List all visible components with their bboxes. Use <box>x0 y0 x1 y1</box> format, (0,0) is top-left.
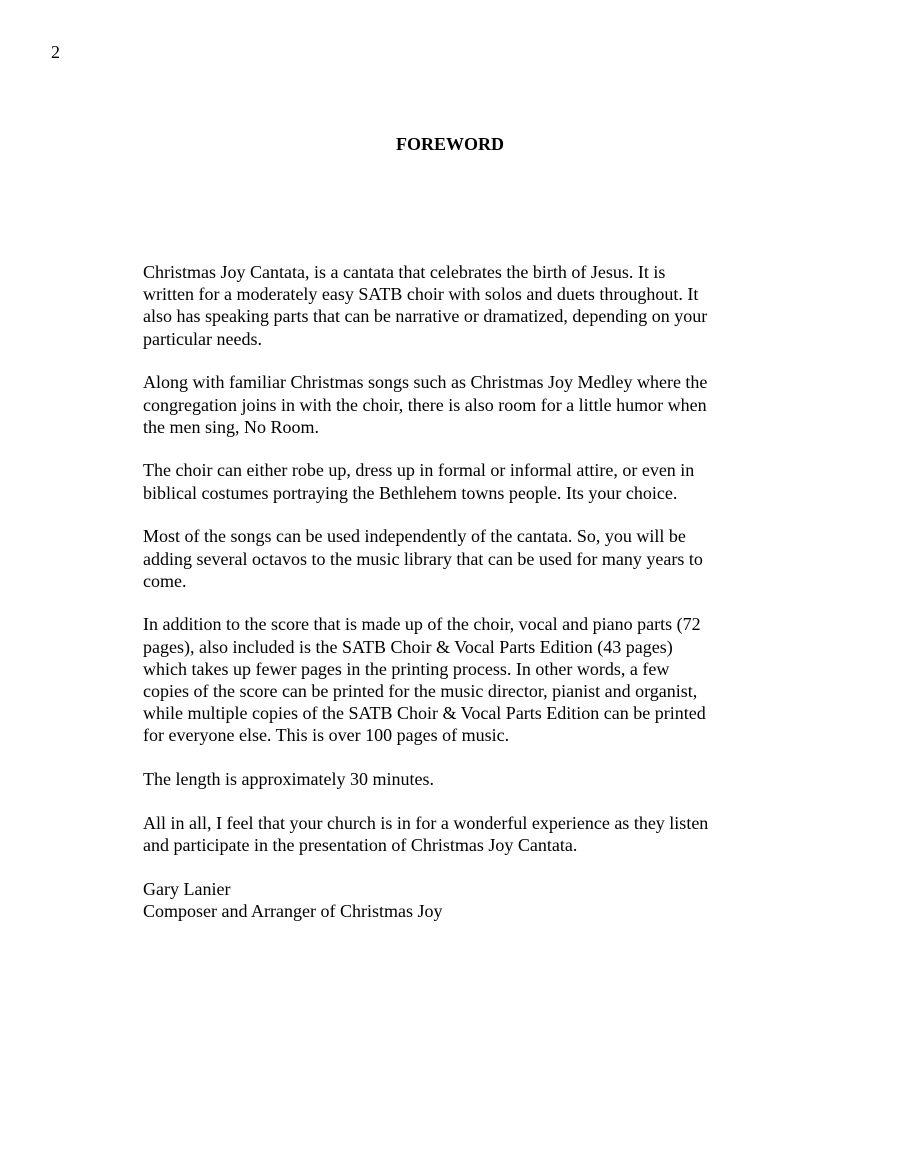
paragraph: Most of the songs can be used independently of the cantata. So, you will be adding several octavos to the music library that can be used for many years to come. <box>143 526 703 591</box>
paragraph: The length is approximately 30 minutes. <box>143 769 434 790</box>
signature-block <box>143 878 783 922</box>
paragraph: The choir can either robe up, dress up in formal or informal attire, or even in biblical costumes portraying the Bethlehem towns people. Its your choice. <box>143 460 695 503</box>
page-number: 2 <box>51 42 60 62</box>
paragraph: In addition to the score that is made up of the choir, vocal and piano parts (72 pages), also included is the SATB Choir & Vocal Parts Edition (43 pages) which takes up fewer pages in the printing process. In other words, a few copies of the score can be printed for the music director, pianist and organist, while multiple copies of the SATB Choir & Vocal Parts Edition can be printed for everyone else. This is over 100 pages of music. <box>143 614 706 746</box>
paragraph: Along with familiar Christmas songs such as Christmas Joy Medley where the congregation joins in with the choir, there is also room for a little humor when the men sing, No Room. <box>143 372 708 437</box>
paragraph: All in all, I feel that your church is in for a wonderful experience as they listen and participate in the presentation of Christmas Joy Cantata. <box>143 812 709 856</box>
foreword-body <box>143 261 783 922</box>
signature-name: Gary Lanier <box>143 878 231 899</box>
signature-role: Composer and Arranger of Christmas Joy <box>143 900 443 921</box>
page-title: FOREWORD <box>396 134 504 154</box>
paragraph: Christmas Joy Cantata, is a cantata that celebrates the birth of Jesus. It is written for a moderately easy SATB choir with solos and duets throughout. It also has speaking parts that can be narrative or dramatized, depending on your particular needs. <box>143 262 708 349</box>
